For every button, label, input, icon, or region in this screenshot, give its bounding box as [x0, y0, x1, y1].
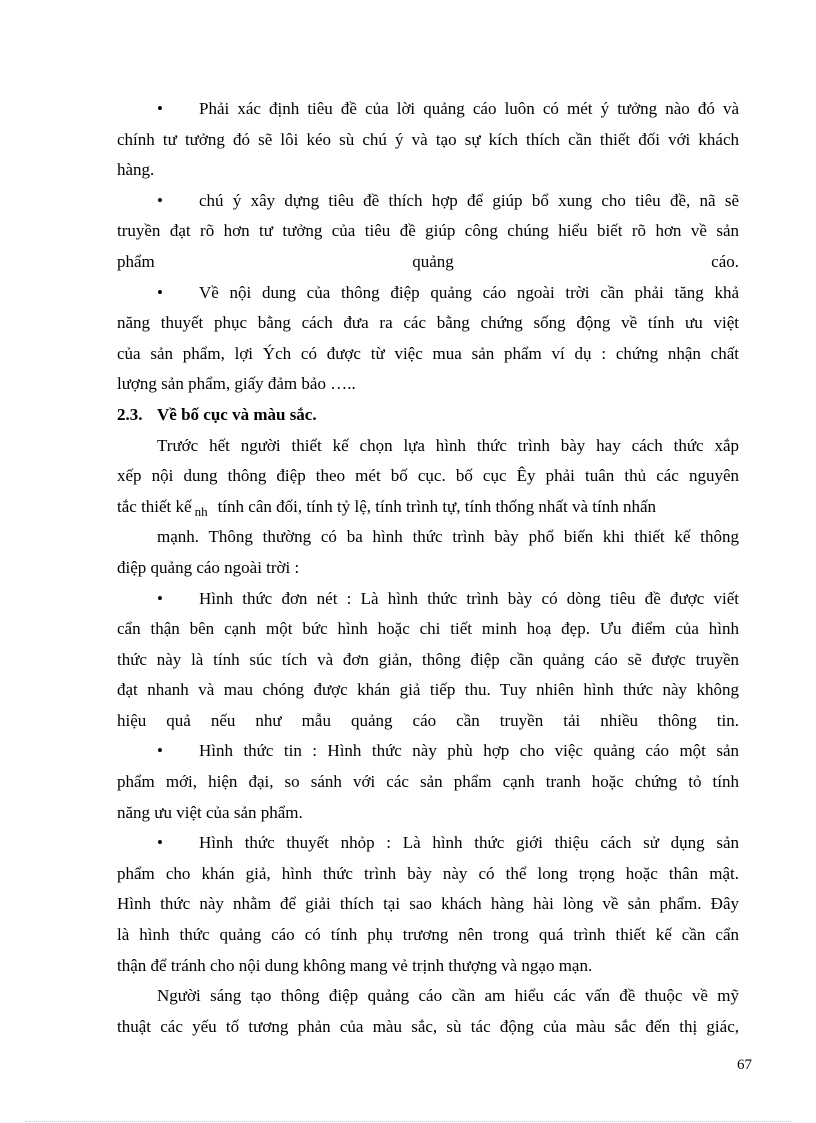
- bullet-item-1-line-1: • Phải xác định tiêu đề của lời quảng cáo luôn có mét ý tưởng nào đó và: [117, 94, 739, 125]
- bullet-item-5-line-3: năng ưu việt của sản phẩm.: [117, 802, 303, 822]
- bullet-icon: •: [157, 588, 163, 608]
- bullet-item-4-line-2: cẩn thận bên cạnh một bức hình hoặc chi tiết minh hoạ đẹp. Ưu điểm của hình: [117, 619, 739, 639]
- bullet-item-1-line-2: chính tư tưởng đó sẽ lôi kéo sù chú ý và tạo sự kích thích cần thiết đối với khách: [117, 129, 739, 149]
- bullet-item-3-line-2: năng thuyết phục bằng cách đưa ra các bằng chứng sống động về tính ưu việt: [117, 313, 739, 333]
- page-number: 67: [737, 1057, 752, 1073]
- bullet-icon: •: [157, 741, 163, 761]
- paragraph-1-line-4: mạnh. Thông thường có ba hình thức trình bày phổ biến khi thiết kế thông: [157, 527, 739, 547]
- paragraph-1-line-5: điệp quảng cáo ngoài trời :: [117, 557, 300, 577]
- bullet-item-2-line-2: truyền đạt rõ hơn tư tưởng của tiêu đề giúp công chúng hiểu biết rõ hơn về sản: [117, 221, 739, 241]
- section-heading: [117, 400, 739, 431]
- bullet-item-6-line-4: là hình thức quảng cáo có tính phụ trương nên trong quá trình thiết kế cần cẩn: [117, 925, 739, 945]
- bullet-item-6-line-3: Hình thức này nhằm để giải thích tại sao khách hàng hài lòng về sản phẩm. Đây: [117, 894, 739, 914]
- bullet-item-4-line-3: thức này là tính súc tích và đơn giản, thông điệp cần quảng cáo sẽ được truyền: [117, 649, 739, 669]
- bullet-item-3-line-3: của sản phẩm, lợi Ých có được từ việc mua sản phẩm ví dụ : chứng nhận chất: [117, 343, 739, 363]
- bullet-item-3-line-4: lượng sản phẩm, giấy đảm bảo …..: [117, 374, 356, 394]
- bullet-item-4-line-4: đạt nhanh và mau chóng được khán giả tiếp thu. Tuy nhiên hình thức này không: [117, 680, 739, 700]
- paragraph-1-line-3: tắc thiết kế $_{nh}$ tính cân đối, tính tỷ lệ, tính trình tự, tính thống nhất và tính nhấn: [117, 496, 656, 519]
- section-number: 2.3.: [117, 404, 143, 424]
- bullet-item-4-line-5: hiệu quả nếu như mẫu quảng cáo cần truyền tải nhiều thông tin.: [117, 710, 739, 730]
- footer-divider: [25, 1121, 791, 1122]
- paragraph-2-line-1: Người sáng tạo thông điệp quảng cáo cần am hiểu các vấn đề thuộc về mỹ: [157, 986, 739, 1006]
- bullet-item-2-line-3: phẩm quảng cáo.: [117, 251, 739, 271]
- bullet-item-6-line-2: phẩm cho khán giả, hình thức trình bày này có thể long trọng hoặc thân mật.: [117, 863, 739, 883]
- paragraph-1-line-1: Trước hết người thiết kế chọn lựa hình thức trình bày hay cách thức xắp: [157, 435, 739, 455]
- bullet-item-6-line-5: thận để tránh cho nội dung không mang vẻ trịnh thượng và ngạo mạn.: [117, 955, 593, 975]
- paragraph-1-line-2: xếp nội dung thông điệp theo mét bố cục. bố cục Êy phải tuân thủ các nguyên: [117, 466, 739, 486]
- bullet-item-1-line-3: hàng.: [117, 160, 155, 180]
- bullet-item-4-line-1: • Hình thức đơn nét : Là hình thức trình bày có dòng tiêu đề được viết: [117, 584, 739, 615]
- bullet-item-2-line-1: • chú ý xây dựng tiêu đề thích hợp để giúp bổ xung cho tiêu đề, nã sẽ: [117, 186, 739, 217]
- paragraph-2-line-2: thuật các yếu tố tương phản của màu sắc, sù tác động của màu sắc đến thị giác,: [117, 1016, 739, 1036]
- bullet-icon: •: [157, 282, 163, 302]
- subscript-fragment: nh: [194, 503, 208, 519]
- bullet-item-5-line-1: • Hình thức tin : Hình thức này phù hợp cho việc quảng cáo một sản: [117, 736, 739, 767]
- section-title: Về bố cục và màu sắc.: [157, 404, 317, 424]
- bullet-item-3-line-1: • Về nội dung của thông điệp quảng cáo ngoài trời cần phải tăng khả: [117, 278, 739, 309]
- bullet-icon: •: [157, 190, 163, 210]
- bullet-item-6-line-1: • Hình thức thuyết nhỏp : Là hình thức giới thiệu cách sử dụng sản: [117, 828, 739, 859]
- bullet-icon: •: [157, 99, 163, 118]
- bullet-icon: •: [157, 833, 163, 853]
- bullet-item-5-line-2: phẩm mới, hiện đại, so sánh với các sản phẩm cạnh tranh hoặc chứng tỏ tính: [117, 772, 739, 792]
- page-body: [117, 94, 739, 1042]
